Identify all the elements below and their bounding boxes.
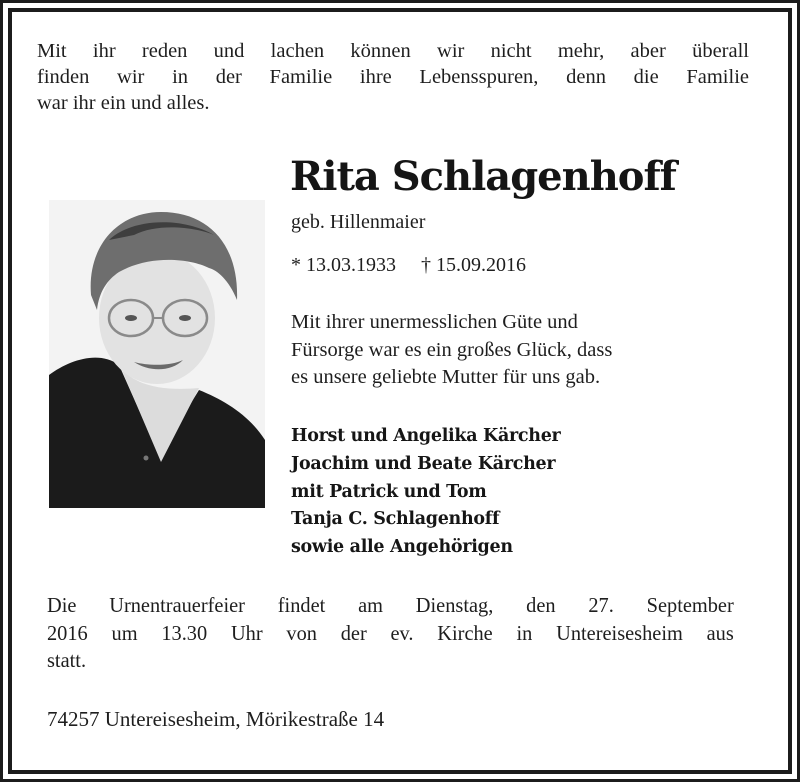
- mourner: sowie alle Angehörigen: [291, 537, 513, 558]
- maiden-name: geb. Hillenmaier: [291, 211, 426, 233]
- intro-line: finden wir in der Familie ihre Lebensspuren, denn die Familie: [37, 66, 749, 88]
- mourners-list: [291, 423, 560, 562]
- intro-line: war ihr ein und alles.: [37, 92, 210, 114]
- deceased-name: Rita Schlagenhoff: [290, 153, 676, 200]
- birth-date: * 13.03.1933: [291, 254, 396, 276]
- family-address: 74257 Untereisesheim, Mörikestraße 14: [47, 707, 385, 731]
- verse-line: es unsere geliebte Mutter für uns gab.: [291, 366, 601, 388]
- mourner: Horst und Angelika Kärcher: [291, 426, 561, 446]
- intro-quote: [37, 38, 749, 116]
- intro-line: Mit ihr reden und lachen können wir nicht mehr, aber überall: [37, 40, 749, 62]
- death-date: † 15.09.2016: [421, 254, 526, 276]
- life-dates: [291, 253, 526, 277]
- mourner: Joachim und Beate Kärcher: [291, 453, 556, 474]
- portrait-photo: [49, 200, 265, 508]
- ceremony-line: 2016 um 13.30 Uhr von der ev. Kirche in Untereisesheim aus: [47, 620, 734, 645]
- mourner: Tanja C. Schlagenhoff: [291, 509, 500, 530]
- ceremony-line: Die Urnentrauerfeier findet am Dienstag, den 27. September: [47, 593, 734, 617]
- verse-line: Mit ihrer unermesslichen Güte und: [291, 311, 578, 333]
- ceremony-info: [47, 592, 734, 675]
- memorial-verse: [291, 309, 612, 392]
- ceremony-line: statt.: [47, 648, 87, 672]
- verse-line: Fürsorge war es ein großes Glück, dass: [291, 338, 613, 361]
- mourner: mit Patrick und Tom: [291, 481, 487, 502]
